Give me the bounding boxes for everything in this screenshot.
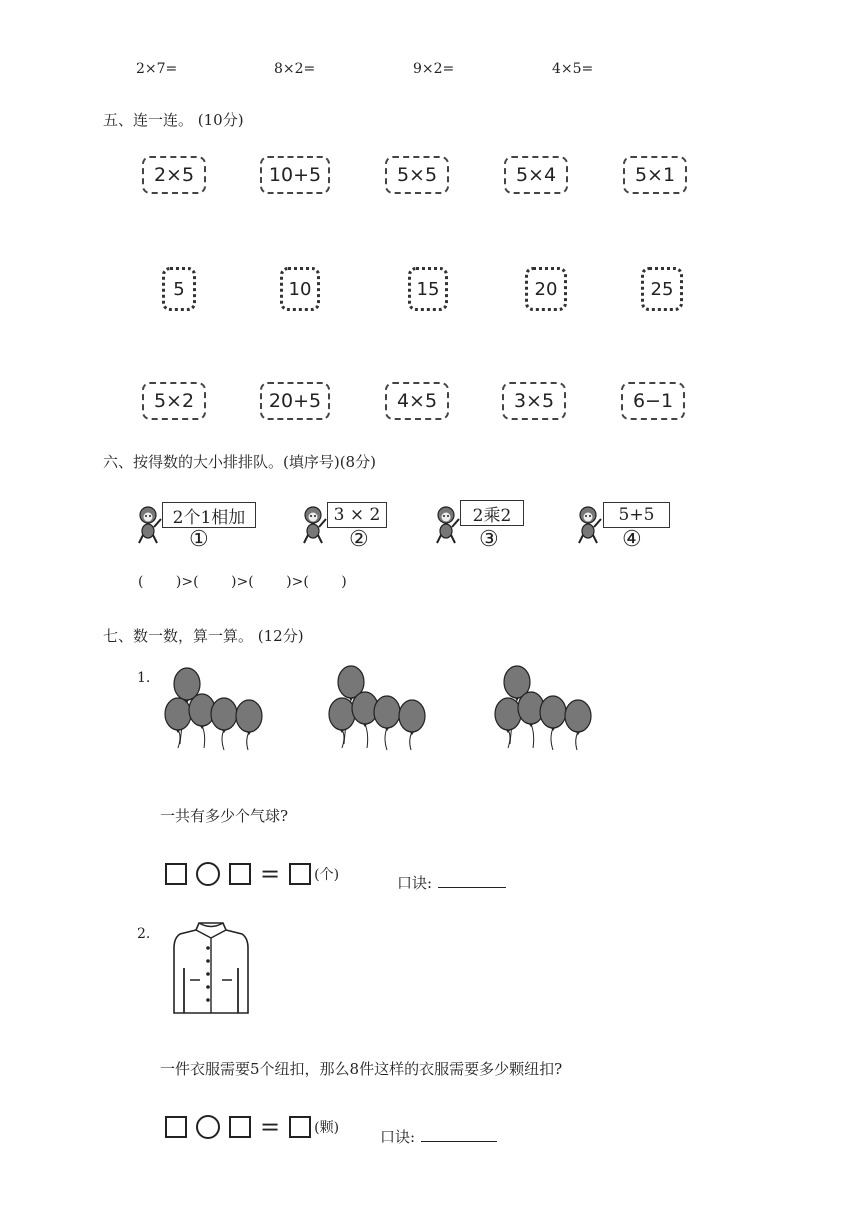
balloon-icon [540, 696, 566, 750]
equals-sign: = [260, 860, 281, 888]
match-top-2[interactable]: 10+5 [260, 156, 330, 194]
match-mid-4[interactable]: 20 [525, 267, 567, 311]
unit-label: (颗) [314, 1120, 340, 1136]
match-top-3[interactable]: 5×5 [385, 156, 449, 194]
q1-question: 一共有多少个气球? [160, 807, 289, 825]
order-mark-4: ④ [622, 527, 642, 552]
q1-koujue-label: 口诀: [397, 874, 433, 892]
match-top-4[interactable]: 5×4 [504, 156, 568, 194]
order-card-1: 2个1相加 [162, 502, 256, 528]
q2-koujue-blank[interactable] [421, 1125, 497, 1142]
problem-1: 2×7= [136, 61, 178, 77]
match-top-5[interactable]: 5×1 [623, 156, 687, 194]
q1-koujue-blank[interactable] [438, 871, 506, 888]
match-mid-3[interactable]: 15 [408, 267, 448, 311]
problem-4: 4×5= [552, 61, 594, 77]
match-bot-1[interactable]: 5×2 [142, 382, 206, 420]
match-bot-4[interactable]: 3×5 [502, 382, 566, 420]
order-mark-3: ③ [479, 527, 499, 552]
balloon-icon [399, 700, 425, 750]
balloon-icon [211, 698, 237, 750]
balloons-image [160, 660, 600, 760]
balloon-icon [565, 700, 591, 750]
monkey-icon [432, 505, 460, 545]
monkey-icon [299, 505, 327, 545]
match-bot-3[interactable]: 4×5 [385, 382, 449, 420]
unit-label: (个) [314, 867, 340, 883]
answer-box[interactable] [229, 863, 251, 885]
answer-box[interactable] [165, 1116, 187, 1138]
q2-equation [165, 1115, 339, 1139]
q1-number: 1. [137, 670, 151, 686]
answer-box[interactable] [165, 863, 187, 885]
balloon-icon [329, 698, 355, 748]
section-7-title: 七、数一数，算一算。 (12分) [103, 627, 304, 645]
order-mark-2: ② [349, 527, 369, 552]
balloon-icon [352, 692, 378, 748]
section-5-title: 五、连一连。 (10分) [103, 111, 244, 129]
equals-sign: = [260, 1113, 281, 1141]
match-bot-5[interactable]: 6−1 [621, 382, 685, 420]
problem-2: 8×2= [274, 61, 316, 77]
problem-3: 9×2= [413, 61, 455, 77]
q2-koujue-label: 口诀: [380, 1128, 416, 1146]
q2-number: 2. [137, 926, 151, 942]
answer-box[interactable] [289, 863, 311, 885]
operator-circle[interactable] [196, 1115, 220, 1139]
balloon-icon [189, 694, 215, 748]
match-top-1[interactable]: 2×5 [142, 156, 206, 194]
order-answer-line[interactable]: ( )>( )>( )>( ) [138, 574, 347, 590]
operator-circle[interactable] [196, 862, 220, 886]
balloon-icon [374, 696, 400, 750]
q2-question: 一件衣服需要5个纽扣，那么8件这样的衣服需要多少颗纽扣? [160, 1060, 563, 1078]
balloon-icon [165, 698, 191, 748]
balloon-icon [495, 698, 521, 748]
monkey-icon [134, 505, 162, 545]
match-mid-5[interactable]: 25 [641, 267, 683, 311]
order-mark-1: ① [189, 527, 209, 552]
match-bot-2[interactable]: 20+5 [260, 382, 330, 420]
monkey-icon [574, 505, 602, 545]
q1-equation [165, 862, 339, 886]
order-card-3: 2乘2 [460, 500, 524, 526]
match-mid-1[interactable]: 5 [162, 267, 196, 311]
balloon-icon [518, 692, 544, 748]
order-card-4: 5+5 [603, 502, 670, 528]
balloon-icon [236, 700, 262, 750]
match-mid-2[interactable]: 10 [280, 267, 320, 311]
order-card-2: 3 × 2 [327, 502, 387, 528]
section-6-title: 六、按得数的大小排排队。(填序号)(8分) [103, 453, 376, 471]
answer-box[interactable] [289, 1116, 311, 1138]
answer-box[interactable] [229, 1116, 251, 1138]
jacket-icon [170, 918, 252, 1018]
